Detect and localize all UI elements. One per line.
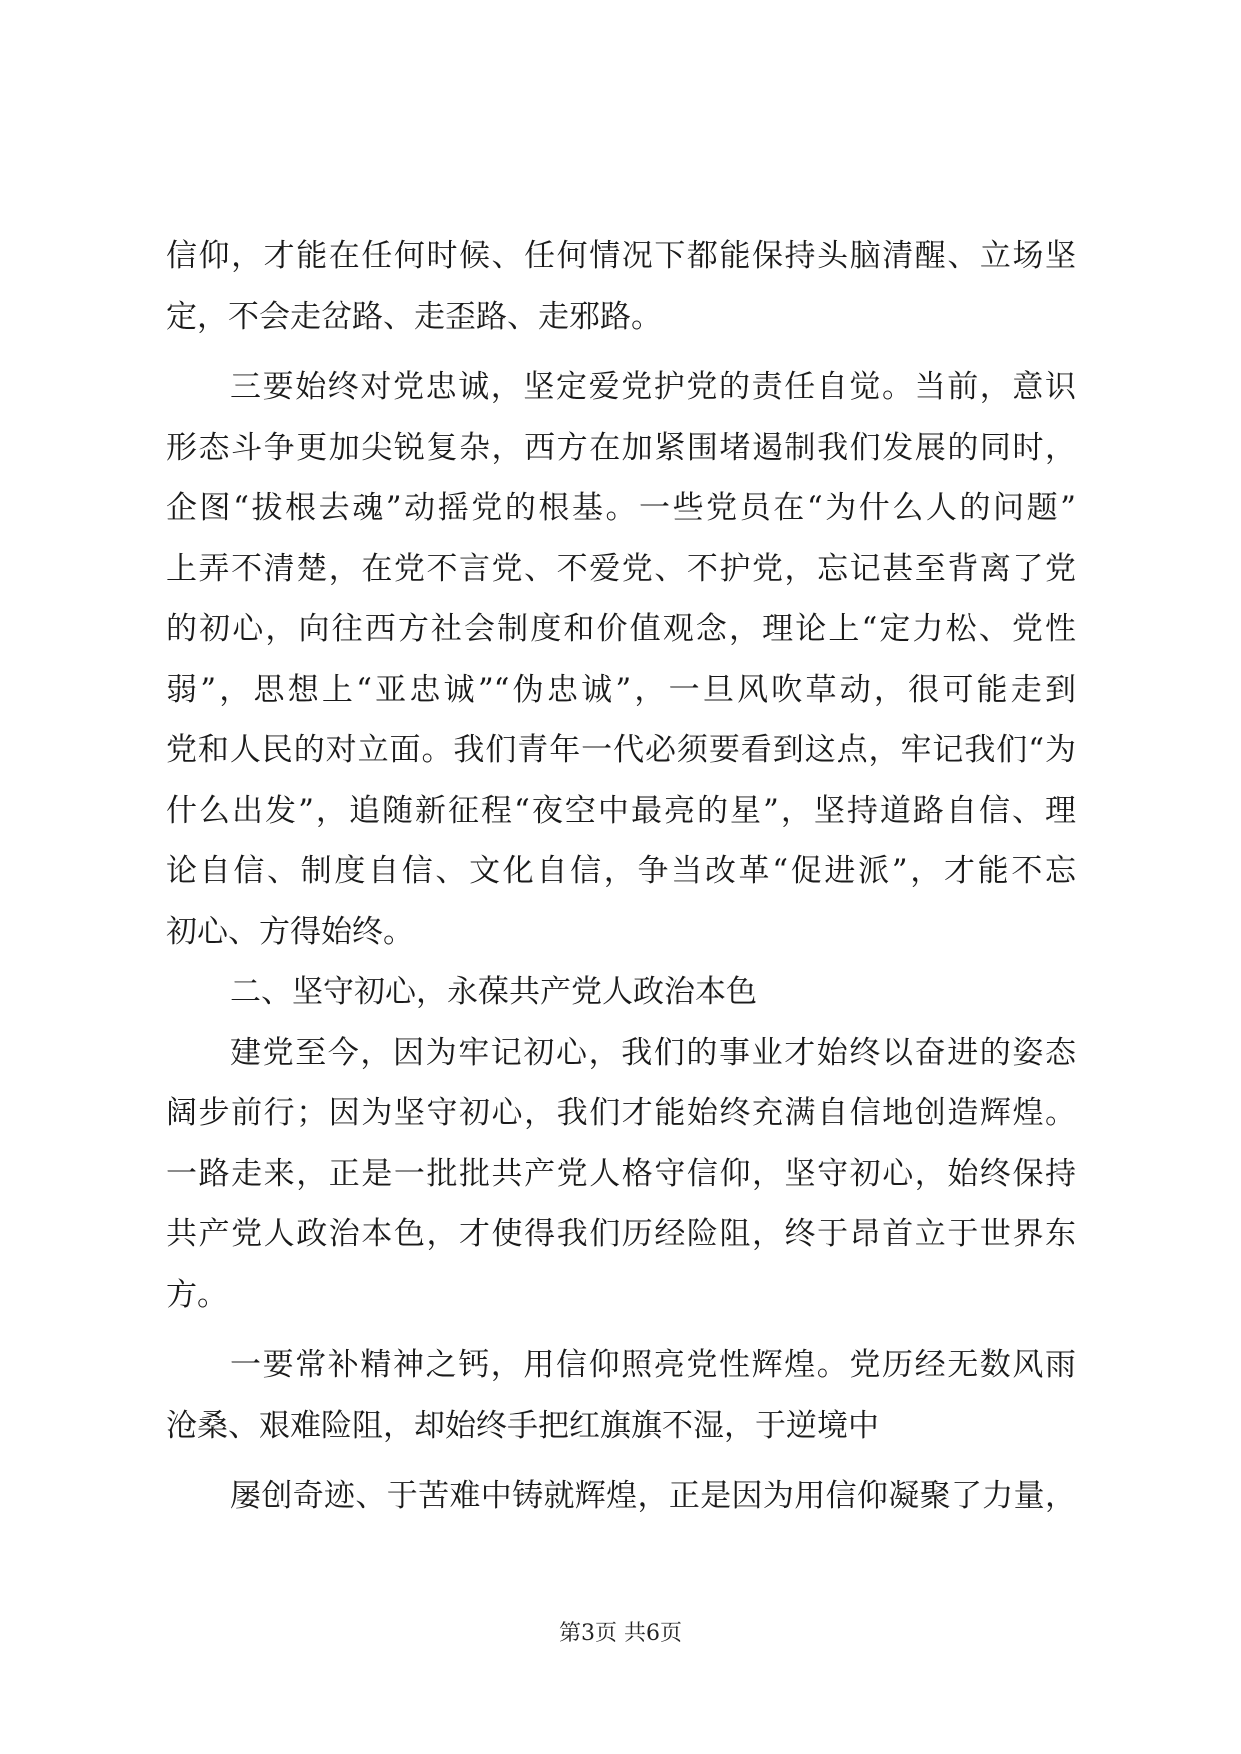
heading-text: 二、坚守初心，永葆共产党人政治本色 [230,974,757,1010]
text-line: 弱”，思想上“亚忠诚”“伪忠诚”，一旦风吹草动，很可能走到 [166,671,1076,708]
section-heading [166,962,1076,1023]
text-line: 沧桑、艰难险阻，却始终手把红旗旗不湿，于逆境中 [166,1407,879,1444]
text-line: 形态斗争更加尖锐复杂，西方在加紧围堵遏制我们发展的同时， [166,429,1076,466]
page-number-footer: 第3页 共6页 [559,1621,682,1646]
text-line: 什么出发”，追随新征程“夜空中最亮的星”，坚持道路自信、理 [166,792,1076,829]
text-line: 三要始终对党忠诚，坚定爱党护党的责任自觉。当前，意识 [230,369,1076,405]
paragraph [166,357,1076,962]
text-line: 方。 [166,1276,228,1313]
text-line: 初心、方得始终。 [166,913,414,950]
text-line: 上弄不清楚，在党不言党、不爱党、不护党，忘记甚至背离了党 [166,550,1076,587]
text-line: 论自信、制度自信、文化自信，争当改革“促进派”，才能不忘 [166,853,1076,889]
document-body [166,226,1076,1527]
text-line: 党和人民的对立面。我们青年一代必须要看到这点，牢记我们“为 [166,732,1076,768]
text-line: 共产党人政治本色，才使得我们历经险阻，终于昂首立于世界东 [166,1216,1076,1252]
text-line: 企图“拔根去魂”动摇党的根基。一些党员在“为什么人的问题” [166,490,1076,526]
text-line: 定，不会走岔路、走歪路、走邪路。 [166,298,662,335]
paragraph [166,1466,1076,1527]
text-line: 信仰，才能在任何时候、任何情况下都能保持头脑清醒、立场坚 [166,238,1076,274]
text-line: 屡创奇迹、于苦难中铸就辉煌，正是因为用信仰凝聚了力量， [230,1478,1076,1514]
paragraph [166,1023,1076,1326]
text-line: 一路走来，正是一批批共产党人格守信仰，坚守初心，始终保持 [166,1155,1076,1192]
paragraph [166,1335,1076,1456]
text-line: 的初心，向往西方社会制度和价值观念，理论上“定力松、党性 [166,611,1076,647]
paragraph [166,226,1076,347]
text-line: 建党至今，因为牢记初心，我们的事业才始终以奋进的姿态 [230,1034,1076,1071]
text-line: 阔步前行；因为坚守初心，我们才能始终充满自信地创造辉煌。 [166,1095,1076,1131]
text-line: 一要常补精神之钙，用信仰照亮党性辉煌。党历经无数风雨 [230,1347,1076,1383]
